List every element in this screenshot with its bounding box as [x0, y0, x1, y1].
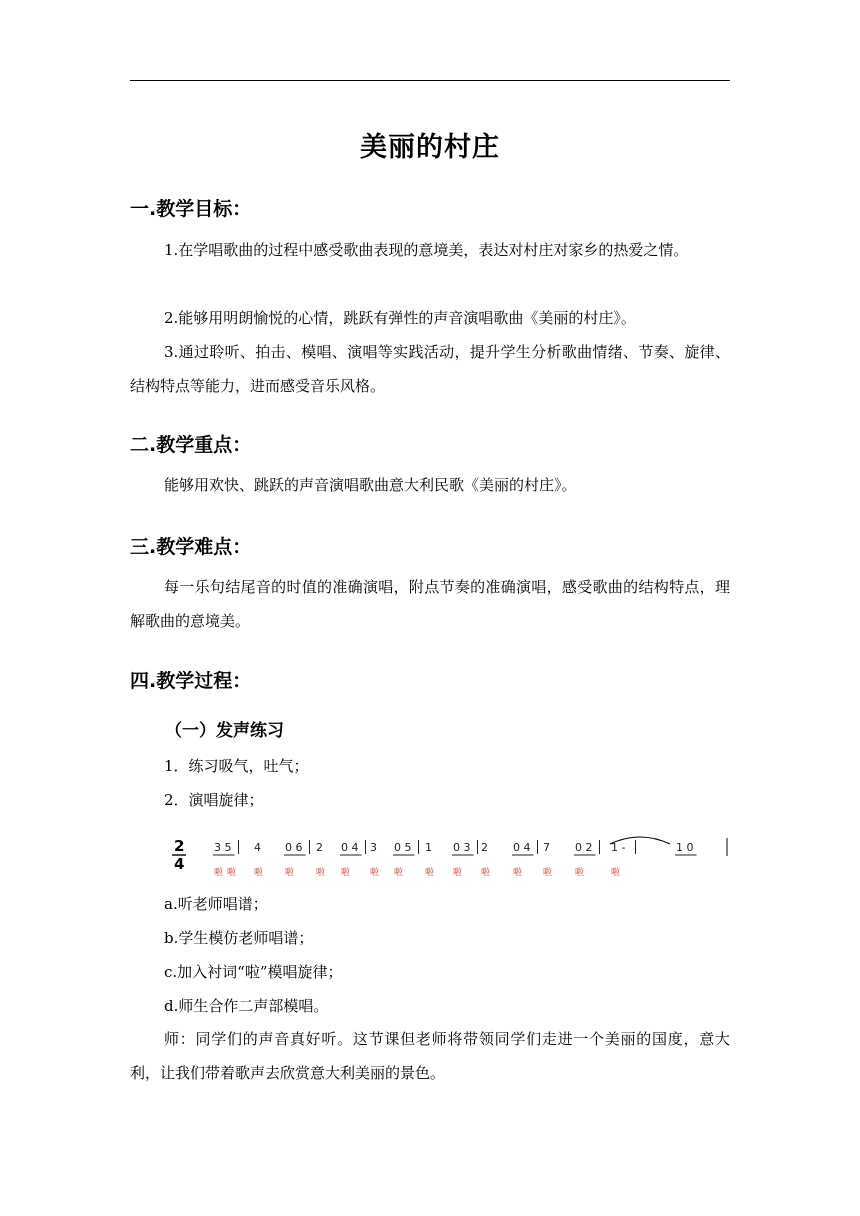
step-2: 2．演唱旋律；	[164, 791, 264, 809]
score-note-group: 0 6	[285, 841, 303, 854]
lyric-syllable: 啦	[611, 868, 621, 878]
heading-process: 四.教学过程：	[130, 670, 252, 692]
activity-a: a.听老师唱谱；	[164, 895, 268, 913]
score-note-group: 1 0	[676, 841, 694, 854]
score-note-group: 0 4	[341, 841, 359, 854]
score-note-group: 0 3	[453, 841, 471, 854]
heading-key-points: 二.教学重点：	[130, 434, 252, 456]
heading-difficulties: 三.教学难点：	[130, 536, 252, 558]
goal-item-3: 3.通过聆听、拍击、模唱、演唱等实践活动，提升学生分析歌曲情绪、节奏、旋律、结构特点等能力，进而感受音乐风格。	[130, 343, 730, 395]
score-note-group: 4	[254, 841, 261, 854]
document-title: 美丽的村庄	[360, 132, 500, 163]
lyric-syllable: 啦	[285, 868, 295, 878]
lyric-syllable: 啦	[575, 868, 585, 878]
lyric-syllable: 啦	[370, 868, 380, 878]
lyric-syllable: 啦	[425, 868, 435, 878]
step-1: 1．练习吸气，吐气；	[164, 757, 309, 775]
score-note-group: 2	[481, 841, 488, 854]
lyric-syllable: 啦	[341, 868, 351, 878]
score-note-group: 0 2	[575, 841, 593, 854]
lyric-syllable: 啦	[543, 868, 553, 878]
header-rule	[130, 80, 730, 81]
time-signature-top: 2	[174, 837, 185, 855]
lyric-syllable: 啦	[481, 868, 491, 878]
lyric-syllable: 啦	[214, 868, 224, 878]
score-note-group: 0 5	[394, 841, 412, 854]
lyric-syllable: 啦	[513, 868, 523, 878]
activity-c: c.加入衬词“啦”模唱旋律；	[164, 963, 343, 981]
difficulties-text: 每一乐句结尾音的时值的准确演唱，附点节奏的准确演唱，感受歌曲的结构特点，理解歌曲的意境美。	[130, 578, 730, 630]
teacher-talk: 师：同学们的声音真好听。这节课但老师将带领同学们走进一个美丽的国度，意大利，让我们带着歌声去欣赏意大利美丽的景色。	[130, 1030, 730, 1082]
subheading-vocal-practice: （一）发声练习	[165, 721, 284, 741]
score-note-group: 3 5	[214, 841, 232, 854]
lyric-syllable: 啦	[394, 868, 404, 878]
score-note-group: 2	[316, 841, 323, 854]
score-note-group: 1	[425, 841, 432, 854]
goal-item-1: 1.在学唱歌曲的过程中感受歌曲表现的意境美，表达对村庄对家乡的热爱之情。	[164, 241, 689, 259]
heading-goals: 一.教学目标：	[130, 198, 252, 220]
key-points-text: 能够用欢快、跳跃的声音演唱歌曲意大利民歌《美丽的村庄》。	[164, 476, 577, 494]
lyric-syllable: 啦	[254, 868, 264, 878]
score-note-group: 7	[543, 841, 550, 854]
lyric-syllable: 啦	[453, 868, 463, 878]
time-signature-bottom: 4	[174, 855, 185, 873]
activity-d: d.师生合作二声部模唱。	[164, 997, 329, 1015]
score-note-group: 0 4	[513, 841, 531, 854]
lyric-syllable: 啦	[227, 868, 237, 878]
melody-score	[170, 832, 740, 884]
score-note-group: 3	[370, 841, 377, 854]
score-note-group: 1 -	[611, 841, 626, 854]
goal-item-2: 2.能够用明朗愉悦的心情，跳跃有弹性的声音演唱歌曲《美丽的村庄》。	[164, 309, 636, 327]
activity-b: b.学生模仿老师唱谱；	[164, 929, 314, 947]
lyric-syllable: 啦	[316, 868, 326, 878]
